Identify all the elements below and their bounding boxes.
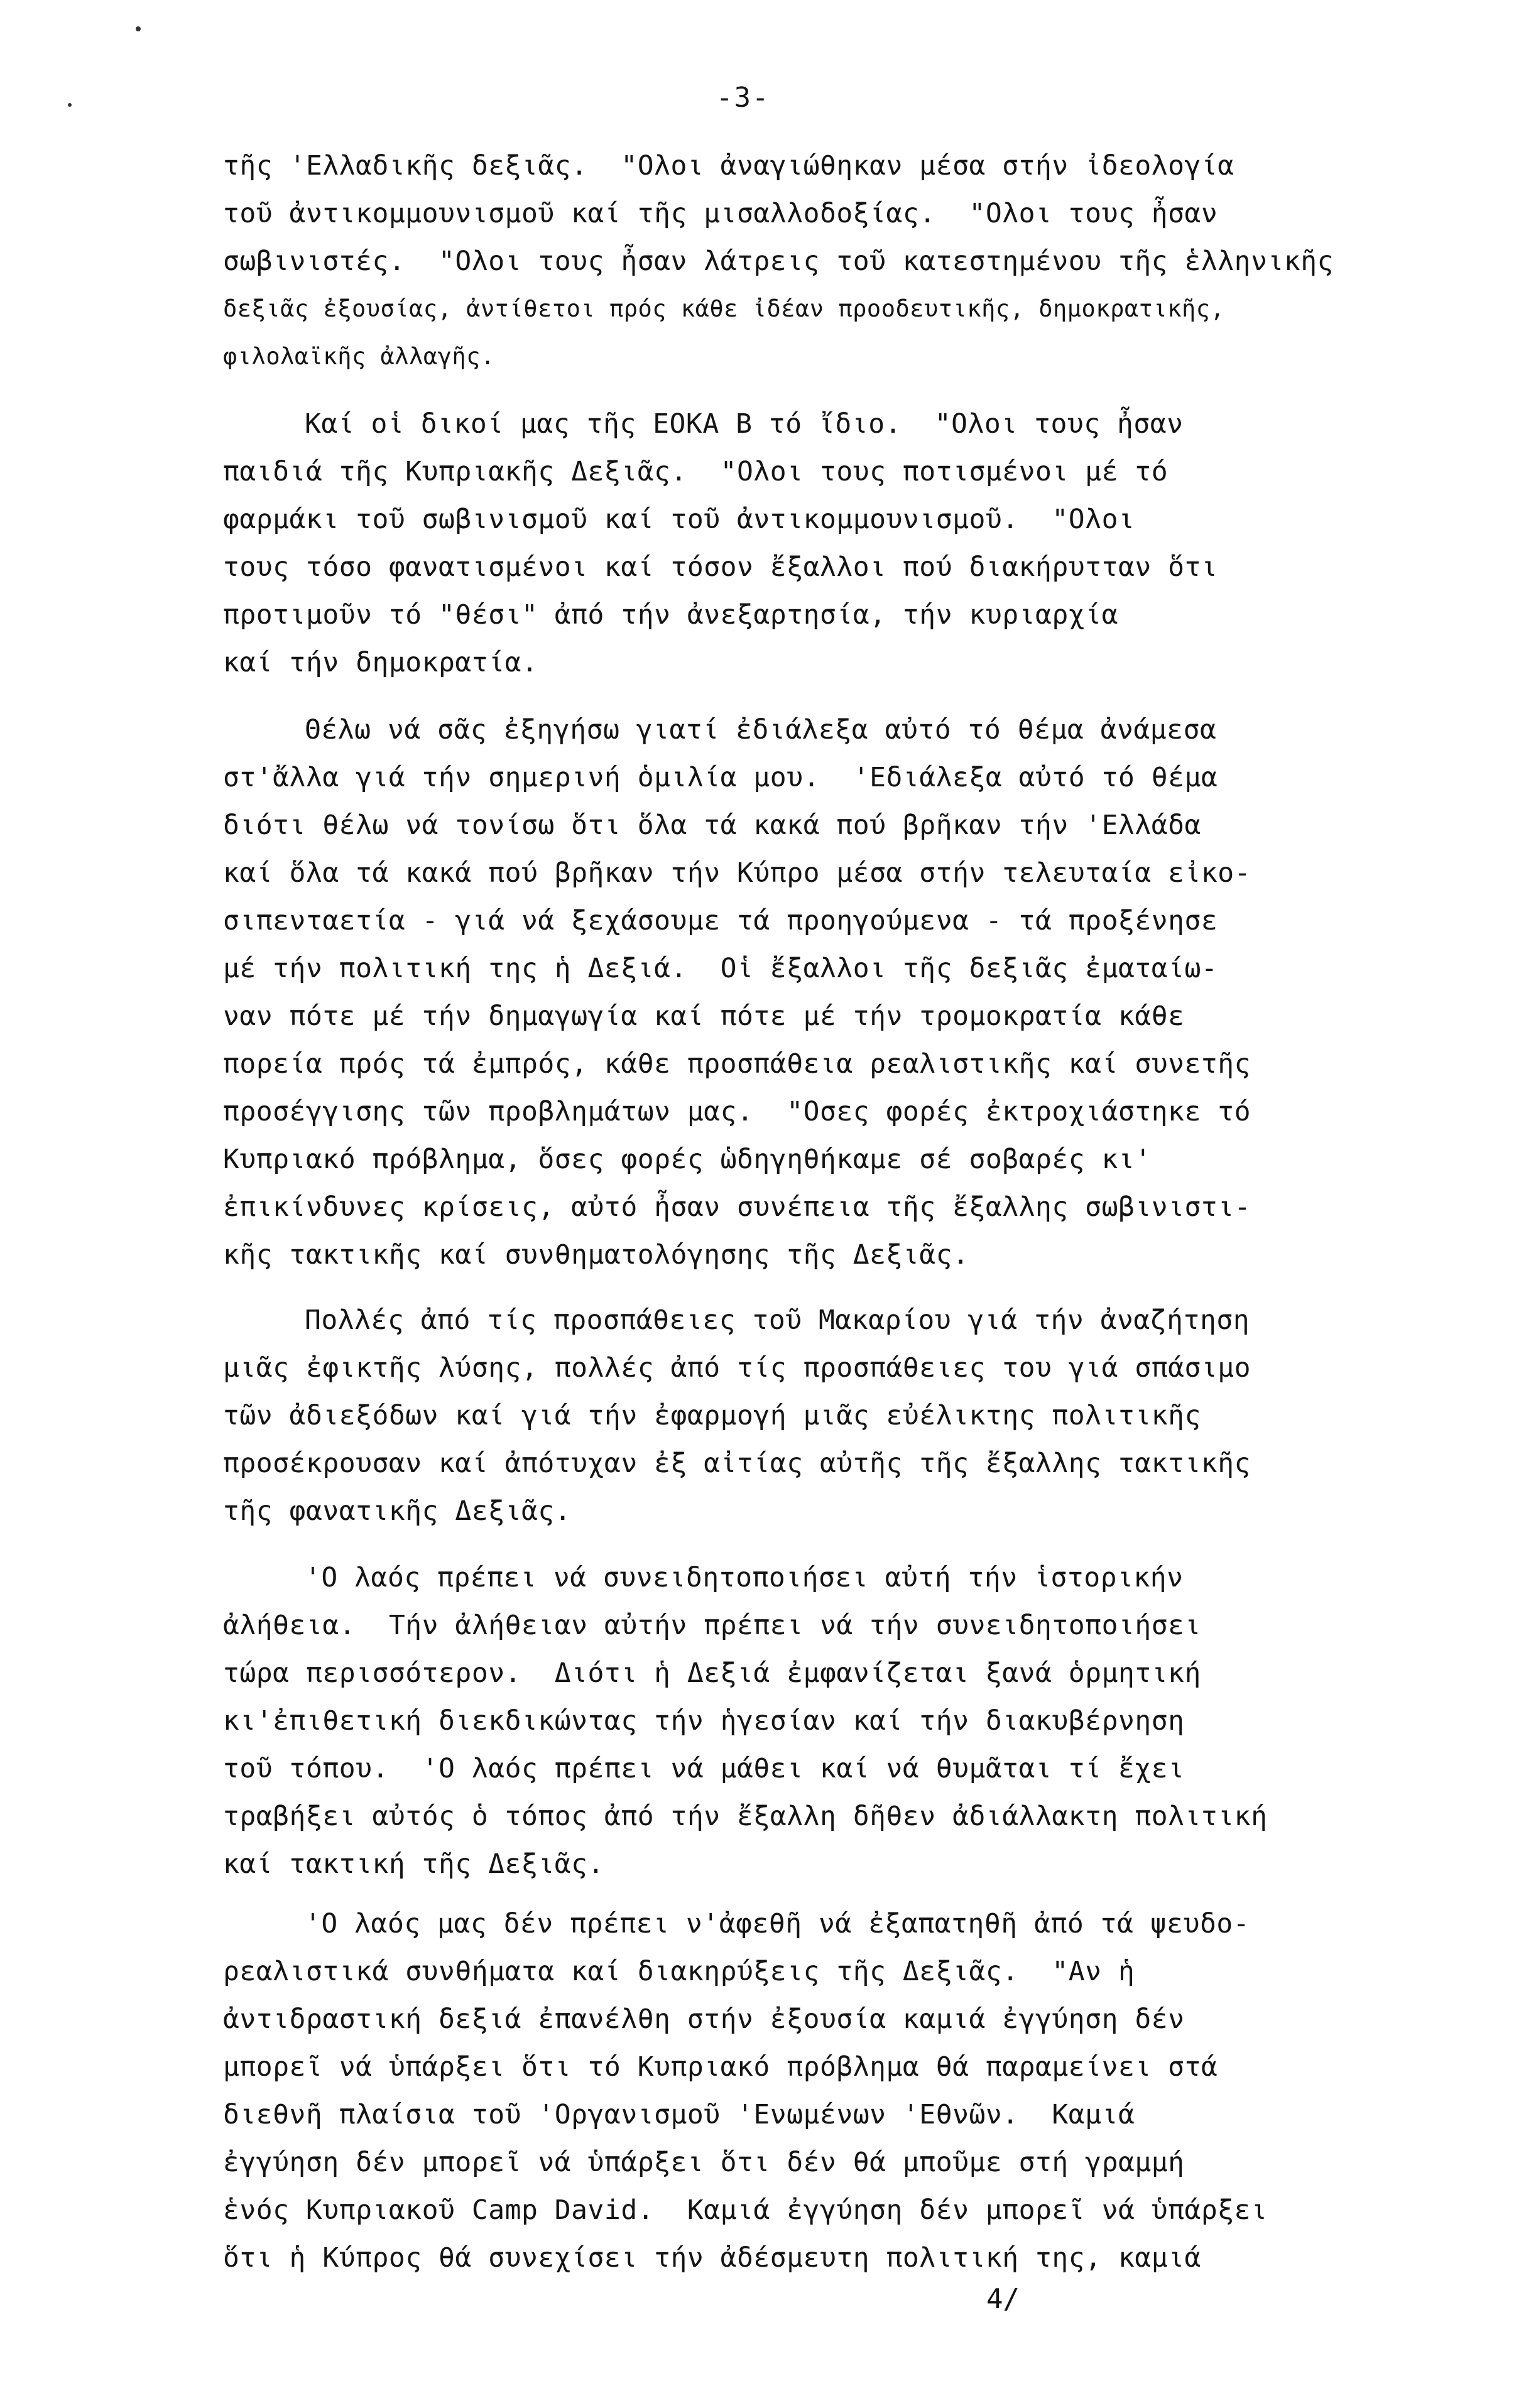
text-line: τώρα περισσότερον. Διότι ἡ Δεξιά ἐμφανίζεται ξανά ὁρμητική (223, 1657, 1201, 1689)
text-line: ἀντιδραστική δεξιά ἐπανέλθη στήν ἐξουσία καμιά ἐγγύηση δέν (223, 2004, 1185, 2035)
text-line: τοῦ τόπου. 'Ο λαός πρέπει νά μάθει καί νά θυμᾶται τί ἔχει (223, 1753, 1185, 1784)
text-line: τραβήξει αὐτός ὁ τόπος ἀπό τήν ἔξαλλη δῆθεν ἀδιάλλακτη πολιτική (223, 1801, 1268, 1832)
paragraph-3 (223, 706, 1436, 1279)
text-line: μέ τήν πολιτική της ἡ Δεξιά. Οἱ ἔξαλλοι τῆς δεξιᾶς ἐματαίω- (223, 953, 1218, 984)
text-line: τῆς φανατικῆς Δεξιᾶς. (223, 1495, 572, 1527)
text-line: τῶν ἀδιεξόδων καί γιά τήν ἐφαρμογή μιᾶς εὐέλικτης πολιτικῆς (223, 1400, 1201, 1431)
paragraph-5 (223, 1554, 1436, 1888)
text-line: καί τήν δημοκρατία. (223, 647, 538, 678)
text-line: 'Ο λαός πρέπει νά συνειδητοποιήσει αὐτή τήν ἱστορικήν (305, 1562, 1184, 1593)
scan-speck (136, 26, 141, 31)
page-number: -3- (716, 82, 770, 114)
text-line: σωβινιστές. "Ολοι τους ἦσαν λάτρεις τοῦ κατεστημένου τῆς ἑλληνικῆς (223, 246, 1334, 277)
text-line: καί τακτική τῆς Δεξιᾶς. (223, 1848, 604, 1880)
text-line: στ'ἄλλα γιά τήν σημερινή ὁμιλία μου. 'Εδιάλεξα αὐτό τό θέμα (223, 762, 1218, 793)
text-line: μπορεῖ νά ὑπάρξει ὅτι τό Κυπριακό πρόβλημα θά παραμείνει στά (223, 2051, 1218, 2083)
scan-speck (68, 103, 72, 107)
text-line: ὅτι ἡ Κύπρος θά συνεχίσει τήν ἀδέσμευτη πολιτική της, καμιά (223, 2242, 1201, 2274)
text-line: φαρμάκι τοῦ σωβινισμοῦ καί τοῦ ἀντικομμουνισμοῦ. "Ολοι (223, 504, 1135, 535)
text-line: προτιμοῦν τό "θέσι" ἀπό τήν ἀνεξαρτησία, τήν κυριαρχία (223, 599, 1118, 631)
paragraph-1 (223, 142, 1436, 381)
text-line: ρεαλιστικά συνθήματα καί διακηρύξεις τῆς Δεξιᾶς. "Αν ἡ (223, 1956, 1135, 1987)
text-line: διεθνῆ πλαίσια τοῦ 'Οργανισμοῦ 'Ενωμένων 'Εθνῶν. Καμιά (223, 2099, 1135, 2130)
paragraph-4 (223, 1296, 1436, 1535)
text-line: ἑνός Κυπριακοῦ Camp David. Καμιά ἐγγύηση δέν μπορεῖ νά ὑπάρξει (223, 2194, 1268, 2226)
text-line: δεξιᾶς ἐξουσίας, ἀντίθετοι πρός κάθε ἰδέαν προοδευτικῆς, δημοκρατικῆς, (223, 295, 1225, 322)
text-line: ἀλήθεια. Τήν ἀλήθειαν αὐτήν πρέπει νά τήν συνειδητοποιήσει (223, 1610, 1201, 1641)
text-line: πορεία πρός τά ἐμπρός, κάθε προσπάθεια ρεαλιστικῆς καί συνετῆς (223, 1048, 1251, 1080)
text-line: ἐπικίνδυνες κρίσεις, αὐτό ἦσαν συνέπεια τῆς ἔξαλλης σωβινιστι- (223, 1191, 1251, 1223)
text-line: προσέκρουσαν καί ἀπότυχαν ἐξ αἰτίας αὐτῆς τῆς ἔξαλλης τακτικῆς (223, 1448, 1251, 1479)
text-line: Πολλές ἀπό τίς προσπάθειες τοῦ Μακαρίου γιά τήν ἀναζήτηση (305, 1304, 1250, 1336)
text-line: κῆς τακτικῆς καί συνθηματολόγησης τῆς Δεξιᾶς. (223, 1239, 969, 1271)
text-line: διότι θέλω νά τονίσω ὅτι ὅλα τά κακά πού βρῆκαν τήν 'Ελλάδα (223, 810, 1201, 841)
text-line: ναν πότε μέ τήν δημαγωγία καί πότε μέ τήν τρομοκρατία κάθε (223, 1001, 1185, 1032)
text-line: τοῦ ἀντικομμουνισμοῦ καί τῆς μισαλλοδοξίας. "Ολοι τους ἦσαν (223, 198, 1218, 229)
text-line: φιλολαϊκῆς ἀλλαγῆς. (223, 343, 495, 370)
text-line: Κυπριακό πρόβλημα, ὅσες φορές ὡδηγηθήκαμε σέ σοβαρές κι' (223, 1144, 1152, 1175)
text-line: καί ὅλα τά κακά πού βρῆκαν τήν Κύπρο μέσα στήν τελευταία εἰκο- (223, 857, 1251, 889)
paragraph-6 (223, 1900, 1436, 2282)
continuation-marker: 4/ (986, 2283, 1020, 2315)
text-line: Θέλω νά σᾶς ἐξηγήσω γιατί ἐδιάλεξα αὐτό τό θέμα ἀνάμεσα (305, 714, 1217, 746)
text-line: παιδιά τῆς Κυπριακῆς Δεξιᾶς. "Ολοι τους ποτισμένοι μέ τό (223, 456, 1169, 487)
text-line: προσέγγισης τῶν προβλημάτων μας. "Οσες φορές ἐκτροχιάστηκε τό (223, 1096, 1251, 1127)
text-line: τους τόσο φανατισμένοι καί τόσον ἔξαλλοι πού διακήρυτταν ὅτι (223, 551, 1218, 583)
text-line: 'Ο λαός μας δέν πρέπει ν'ἀφεθῆ νά ἐξαπατηθῆ ἀπό τά ψευδο- (305, 1908, 1250, 1939)
text-line: σιπενταετία - γιά νά ξεχάσουμε τά προηγούμενα - τά προξένησε (223, 905, 1218, 936)
paragraph-2 (223, 400, 1436, 686)
text-line: ἐγγύηση δέν μπορεῖ νά ὑπάρξει ὅτι δέν θά μποῦμε στή γραμμή (223, 2147, 1185, 2178)
text-line: μιᾶς ἐφικτῆς λύσης, πολλές ἀπό τίς προσπάθειες του γιά σπάσιμο (223, 1352, 1251, 1384)
text-line: Καί οἱ δικοί μας τῆς ΕΟΚΑ Β τό ἴδιο. "Ολοι τους ἦσαν (305, 408, 1184, 440)
text-line: κι'ἐπιθετική διεκδικώντας τήν ἡγεσίαν καί τήν διακυβέρνηση (223, 1705, 1185, 1737)
text-line: τῆς 'Ελλαδικῆς δεξιᾶς. "Ολοι ἀναγιώθηκαν μέσα στήν ἰδεολογία (223, 150, 1234, 182)
